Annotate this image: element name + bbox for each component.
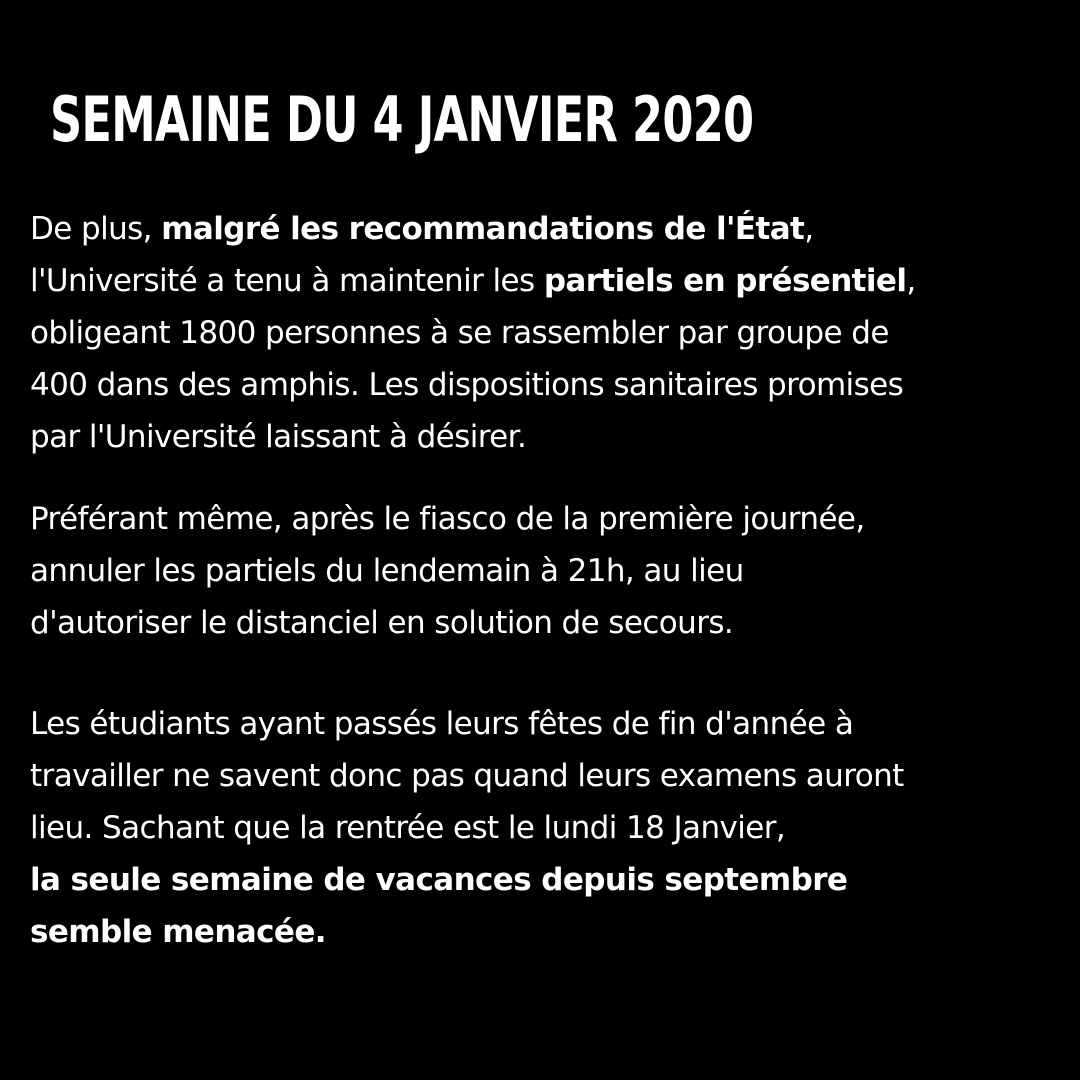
text-segment: De plus,: [30, 211, 162, 247]
text-line: travailler ne savent donc pas quand leurs examens auront: [30, 758, 904, 794]
text-line: d'autoriser le distanciel en solution de secours.: [30, 605, 734, 641]
page-title: SEMAINE DU 4 JANVIER 2020: [50, 83, 754, 156]
text-line: annuler les partiels du lendemain à 21h, au lieu: [30, 553, 744, 589]
bold-text: malgré les recommandations de l'État: [161, 211, 805, 247]
bold-text: partiels en présentiel: [543, 263, 907, 299]
text-line: Préférant même, après le fiasco de la première journée,: [30, 501, 865, 537]
text-segment: l'Université a tenu à maintenir les: [30, 263, 544, 299]
text-line: lieu. Sachant que la rentrée est le lundi 18 Janvier,: [30, 810, 786, 846]
paragraph-cancellation: [30, 493, 1070, 649]
paragraph-vacation-threatened: [30, 698, 1070, 958]
text-line: [30, 203, 1070, 255]
text-line: par l'Université laissant à désirer.: [30, 419, 527, 455]
text-line: 400 dans des amphis. Les dispositions sanitaires promises: [30, 367, 904, 403]
text-line: [30, 255, 1070, 307]
text-line: obligeant 1800 personnes à se rassembler par groupe de: [30, 315, 889, 351]
text-segment: ,: [804, 211, 814, 247]
paragraph-exams-in-person: [30, 203, 1070, 463]
bold-text: la seule semaine de vacances depuis septembre: [30, 862, 848, 898]
bold-text: semble menacée.: [30, 914, 326, 950]
text-line: Les étudiants ayant passés leurs fêtes de fin d'année à: [30, 706, 854, 742]
text-segment: ,: [906, 263, 916, 299]
